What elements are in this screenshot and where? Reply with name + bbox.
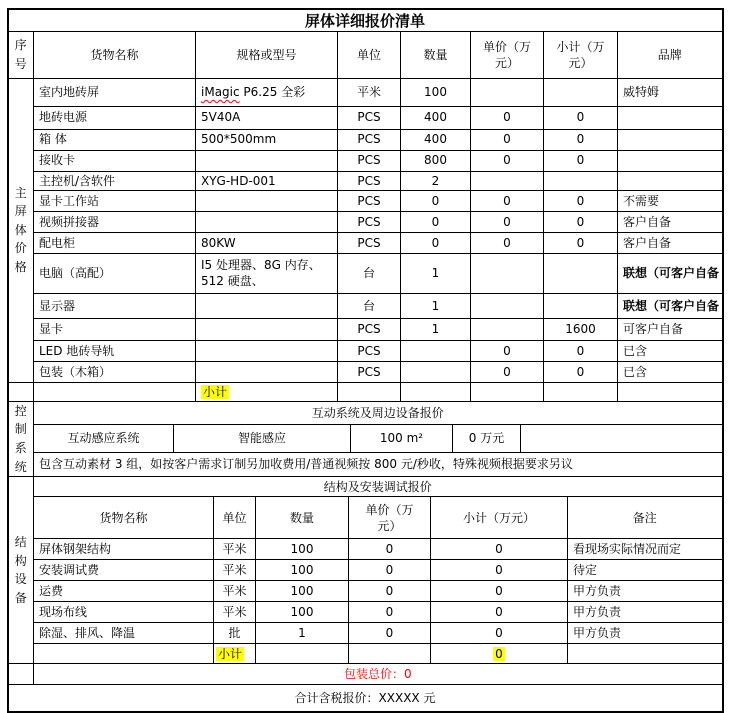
cell-empty (256, 644, 349, 664)
cell-item-name: 显卡工作站 (34, 190, 196, 211)
col-header-qty: 数量 (256, 497, 349, 539)
cell-unit: 台 (338, 253, 401, 293)
cell-unit-price (471, 171, 544, 190)
quotation-sheet (7, 8, 724, 713)
cell-brand (618, 150, 722, 171)
cell-unit-price (471, 318, 544, 340)
cell-unit: PCS (338, 340, 401, 361)
subtotal-value-highlight: 0 (495, 646, 503, 661)
cell-brand: 威特姆 (618, 78, 722, 106)
brand-text: 联想（可客户自备 (623, 266, 720, 281)
cell-item-name: 视频拼接器 (34, 211, 196, 232)
cell-unit-price: 0 (471, 106, 544, 129)
table-row (9, 318, 722, 340)
cell-subtotal: 0 (544, 361, 618, 382)
cell-system-spec: 智能感应 (174, 424, 351, 452)
cell-item-name: 主控机/含软件 (34, 171, 196, 190)
cell-subtotal: 0 (431, 623, 568, 644)
cell-qty (401, 340, 471, 361)
col-header-note: 备注 (568, 497, 722, 539)
control-system-table (9, 401, 722, 476)
table-row (9, 602, 722, 623)
table-row (9, 560, 722, 581)
cell-subtotal-label (196, 382, 338, 401)
cell-note: 看现场实际情况而定 (568, 539, 722, 560)
cell-unit-price: 0 (471, 361, 544, 382)
cell-unit: PCS (338, 232, 401, 253)
cell-qty: 100 (256, 560, 349, 581)
cell-subtotal: 0 (544, 150, 618, 171)
cell-unit: 平米 (338, 78, 401, 106)
cell-spec (196, 211, 338, 232)
main-subtotal-row (9, 382, 722, 401)
cell-item-name: 显卡 (34, 318, 196, 340)
section-label-structure: 结构设备 (9, 477, 34, 664)
structure-subtotal-row (9, 644, 722, 664)
cell-packing-total: 包装总价：0 (34, 664, 722, 684)
table-row (9, 150, 722, 171)
cell-empty (568, 644, 722, 664)
cell-qty: 100 (256, 539, 349, 560)
table-row (9, 78, 722, 106)
table-row (9, 340, 722, 361)
cell-item-name: 屏体钢架结构 (34, 539, 214, 560)
cell-item-name: 运费 (34, 581, 214, 602)
cell-empty (34, 644, 214, 664)
cell-qty: 400 (401, 129, 471, 150)
cell-note: 甲方负责 (568, 602, 722, 623)
cell-item-name: 包装（木箱） (34, 361, 196, 382)
cell-subtotal: 0 (544, 340, 618, 361)
cell-brand: 已含 (618, 340, 722, 361)
cell-subtotal: 0 (544, 129, 618, 150)
brand-text: 联想（可客户自备 (623, 298, 720, 313)
cell-unit-price: 0 (349, 623, 431, 644)
table-row (9, 253, 722, 293)
table-row (9, 211, 722, 232)
cell-subtotal: 0 (431, 602, 568, 623)
cell-spec: XYG-HD-001 (196, 171, 338, 190)
cell-empty (618, 382, 722, 401)
subtotal-highlight: 小计 (218, 646, 243, 661)
cell-item-name: 显示器 (34, 293, 196, 318)
control-section-title: 互动系统及周边设备报价 (34, 401, 722, 424)
cell-qty: 1 (256, 623, 349, 644)
cell-subtotal: 0 (431, 560, 568, 581)
cell-unit: PCS (338, 190, 401, 211)
cell-subtotal (544, 293, 618, 318)
table-row (9, 129, 722, 150)
cell-brand (618, 129, 722, 150)
cell-unit-price (471, 253, 544, 293)
packing-total-row (9, 664, 722, 684)
cell-spec (196, 340, 338, 361)
subtotal-highlight: 小计 (203, 384, 228, 399)
cell-unit: PCS (338, 171, 401, 190)
cell-empty (401, 382, 471, 401)
cell-note: 包含互动素材 3 组，如按客户需求订制另加收费用/普通视频按 800 元/秒收，特殊视频根据要求另议 (34, 452, 722, 476)
cell-system-name: 互动感应系统 (34, 424, 174, 452)
cell-empty (349, 644, 431, 664)
grand-total-text: 合计含税报价：XXXXX 元 (294, 691, 436, 706)
cell-item-name: 现场布线 (34, 602, 214, 623)
cell-unit: PCS (338, 361, 401, 382)
cell-subtotal: 1600 (544, 318, 618, 340)
cell-subtotal: 0 (544, 106, 618, 129)
cell-unit-price: 0 (471, 129, 544, 150)
cell-subtotal: 0 (431, 539, 568, 560)
cell-brand: 客户自备 (618, 232, 722, 253)
structure-table (9, 476, 722, 684)
cell-spec (196, 318, 338, 340)
cell-note: 甲方负责 (568, 581, 722, 602)
cell-unit-price: 0 (349, 602, 431, 623)
table-row (9, 539, 722, 560)
cell-subtotal-value (431, 644, 568, 664)
col-header-name: 货物名称 (34, 32, 196, 78)
cell-spec: 500*500mm (196, 129, 338, 150)
cell-unit-price: 0 (471, 190, 544, 211)
structure-title-row (9, 477, 722, 497)
table-row (9, 293, 722, 318)
cell-unit-price: 0 (471, 232, 544, 253)
table-row (9, 623, 722, 644)
cell-item-name: 电脑（高配） (34, 253, 196, 293)
cell-item-name: 室内地砖屏 (34, 78, 196, 106)
cell-spec: 80KW (196, 232, 338, 253)
cell-empty (34, 382, 196, 401)
main-header-row (9, 32, 722, 78)
cell-unit: PCS (338, 318, 401, 340)
cell-unit-price: 0 (471, 150, 544, 171)
cell-qty: 1 (401, 318, 471, 340)
cell-item-name: 接收卡 (34, 150, 196, 171)
cell-qty: 800 (401, 150, 471, 171)
col-header-subtotal: 小计（万元） (431, 497, 568, 539)
cell-brand: 客户自备 (618, 211, 722, 232)
cell-note: 甲方负责 (568, 623, 722, 644)
col-header-unit: 单位 (338, 32, 401, 78)
col-header-spec: 规格或型号 (196, 32, 338, 78)
main-price-table (9, 32, 722, 401)
cell-brand: 可客户自备 (618, 318, 722, 340)
cell-qty: 0 (401, 232, 471, 253)
cell-unit: PCS (338, 129, 401, 150)
cell-subtotal (544, 78, 618, 106)
spec-model: P6.25 全彩 (243, 84, 306, 99)
grand-total-row (9, 684, 722, 711)
section-label-main-screen: 主屏体价格 (9, 78, 34, 382)
cell-unit-price: 0 (349, 539, 431, 560)
page-title: 屏体详细报价清单 (9, 10, 722, 32)
cell-subtotal: 0 (544, 211, 618, 232)
cell-qty: 400 (401, 106, 471, 129)
col-header-unit-price: 单价（万元） (349, 497, 431, 539)
cell-area: 100 m² (351, 424, 453, 452)
cell-spec (196, 361, 338, 382)
cell-spec: 5V40A (196, 106, 338, 129)
cell-empty (9, 382, 34, 401)
cell-qty: 1 (401, 293, 471, 318)
cell-brand (618, 293, 722, 318)
cell-item-name: 箱 体 (34, 129, 196, 150)
cell-item-name: LED 地砖导轨 (34, 340, 196, 361)
cell-subtotal: 0 (544, 190, 618, 211)
table-row (9, 232, 722, 253)
cell-unit: 平米 (214, 602, 256, 623)
cell-brand: 已含 (618, 361, 722, 382)
control-title-row (9, 401, 722, 424)
col-header-brand: 品牌 (618, 32, 722, 78)
cell-subtotal: 0 (431, 581, 568, 602)
cell-unit: 批 (214, 623, 256, 644)
cell-item-name: 除湿、排风、降温 (34, 623, 214, 644)
cell-note: 待定 (568, 560, 722, 581)
cell-unit: 台 (338, 293, 401, 318)
cell-subtotal: 0 (544, 232, 618, 253)
cell-spec: I5 处理器、8G 内存、512 硬盘、 (196, 253, 338, 293)
table-row (9, 106, 722, 129)
cell-brand (618, 171, 722, 190)
cell-unit: PCS (338, 211, 401, 232)
cell-empty (9, 664, 34, 684)
cell-qty: 100 (256, 581, 349, 602)
col-header-unit: 单位 (214, 497, 256, 539)
col-header-unit-price: 单价（万元） (471, 32, 544, 78)
cell-qty: 0 (401, 211, 471, 232)
cell-unit: 平米 (214, 539, 256, 560)
cell-brand: 不需要 (618, 190, 722, 211)
cell-subtotal-label (214, 644, 256, 664)
table-row (9, 581, 722, 602)
table-row (9, 424, 722, 452)
cell-unit: PCS (338, 106, 401, 129)
cell-item-name: 地砖电源 (34, 106, 196, 129)
cell-empty (471, 382, 544, 401)
cell-item-name: 配电柜 (34, 232, 196, 253)
cell-spec (196, 78, 338, 106)
cell-empty (544, 382, 618, 401)
structure-section-title: 结构及安装调试报价 (34, 477, 722, 497)
cell-subtotal (544, 253, 618, 293)
structure-header-row (9, 497, 722, 539)
col-header-subtotal: 小计（万元） (544, 32, 618, 78)
cell-unit-price: 0 (471, 340, 544, 361)
cell-empty (521, 424, 722, 452)
section-label-control: 控制系统 (9, 401, 34, 476)
col-header-qty: 数量 (401, 32, 471, 78)
cell-qty (401, 361, 471, 382)
cell-unit-price: 0 (349, 581, 431, 602)
cell-price: 0 万元 (453, 424, 521, 452)
cell-qty: 2 (401, 171, 471, 190)
cell-item-name: 安装调试费 (34, 560, 214, 581)
cell-subtotal (544, 171, 618, 190)
cell-unit: 平米 (214, 560, 256, 581)
cell-spec (196, 293, 338, 318)
col-header-name: 货物名称 (34, 497, 214, 539)
cell-empty (338, 382, 401, 401)
table-row (9, 361, 722, 382)
col-header-seq: 序号 (9, 32, 34, 78)
cell-unit-price: 0 (349, 560, 431, 581)
cell-qty: 1 (401, 253, 471, 293)
table-row (9, 171, 722, 190)
cell-unit-price (471, 293, 544, 318)
cell-qty: 0 (401, 190, 471, 211)
cell-spec (196, 190, 338, 211)
cell-unit: PCS (338, 150, 401, 171)
cell-unit: 平米 (214, 581, 256, 602)
cell-unit-price: 0 (471, 211, 544, 232)
cell-spec (196, 150, 338, 171)
cell-qty: 100 (401, 78, 471, 106)
cell-brand (618, 253, 722, 293)
table-row (9, 190, 722, 211)
control-note-row (9, 452, 722, 476)
spec-brand-word: iMagic (201, 84, 240, 99)
cell-brand (618, 106, 722, 129)
cell-unit-price (471, 78, 544, 106)
cell-qty: 100 (256, 602, 349, 623)
